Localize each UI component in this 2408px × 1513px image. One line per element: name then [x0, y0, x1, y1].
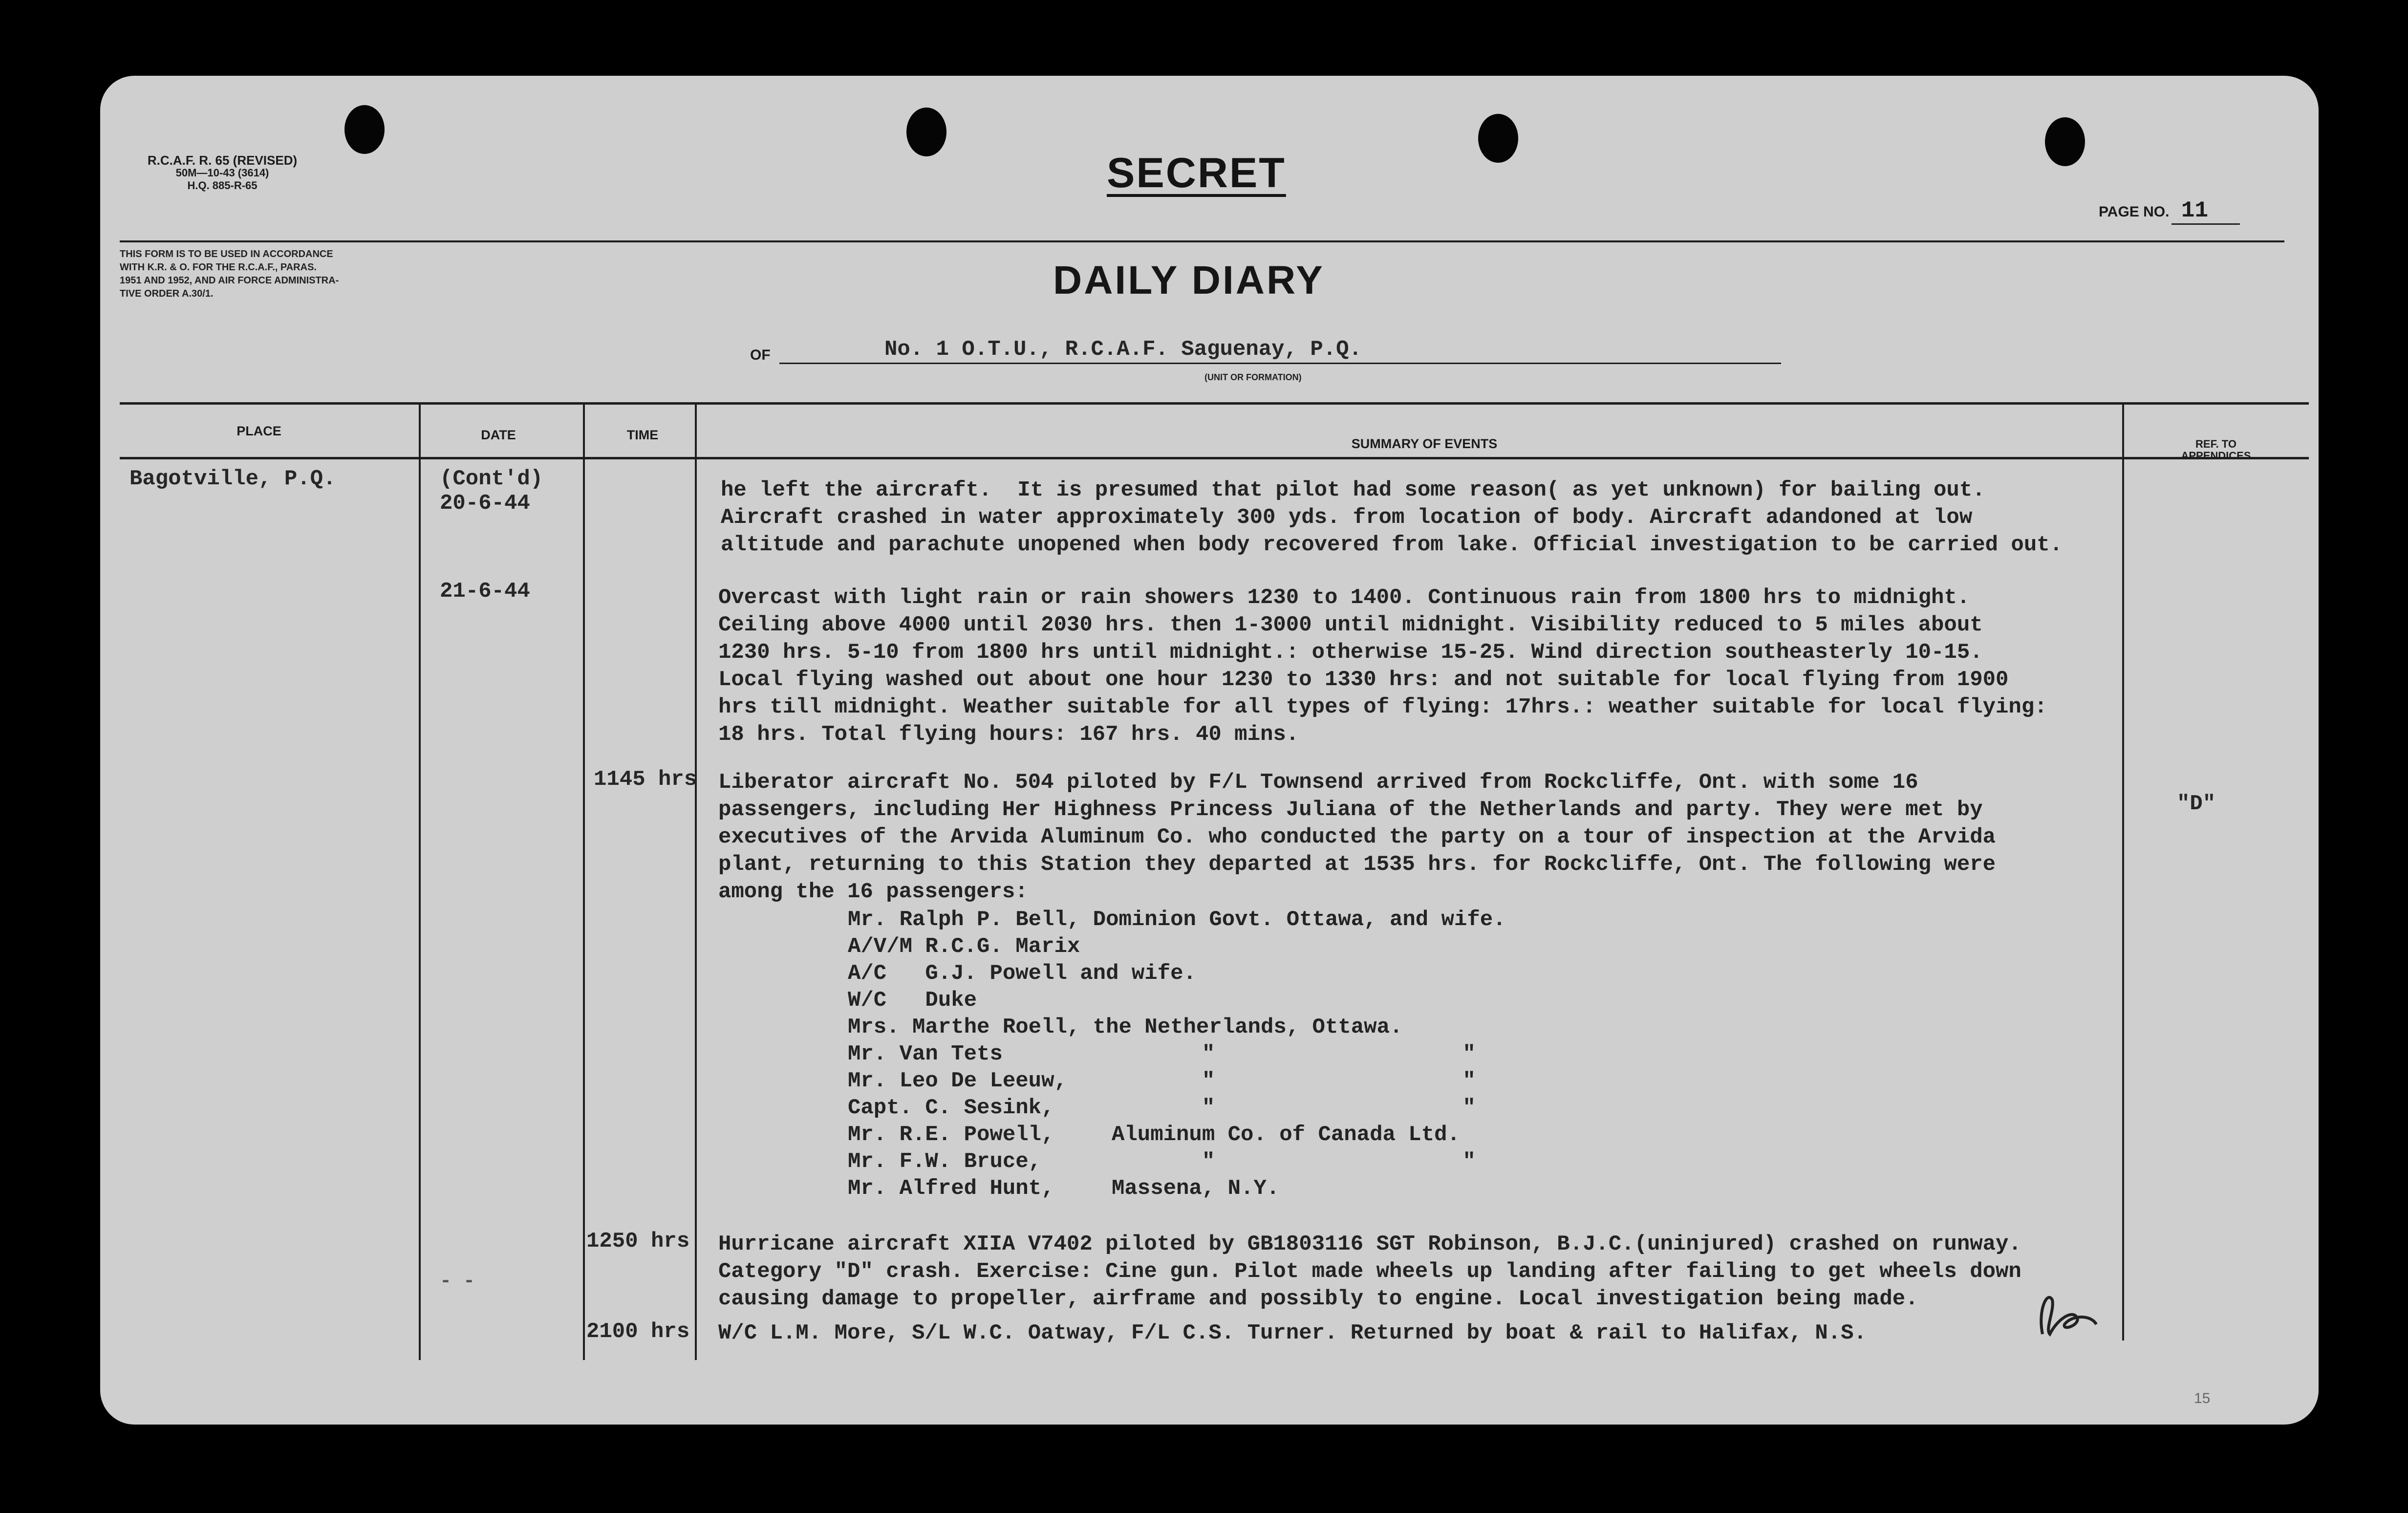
passenger-name: Mr. Van Tets: [848, 1042, 1003, 1066]
passenger-name: Capt. C. Sesink,: [848, 1096, 1054, 1120]
passenger-location: ": [1385, 1042, 1476, 1066]
place-value: Bagotville, P.Q.: [129, 467, 336, 491]
column-header-time: TIME: [626, 428, 659, 442]
passenger-item: [848, 933, 1506, 960]
classification-heading: SECRET: [1107, 150, 1286, 196]
date-value: 21-6-44: [440, 579, 530, 604]
passenger-list: [848, 907, 1506, 1202]
form-id-line: 50M—10-43 (3614): [175, 167, 269, 179]
diary-title: DAILY DIARY: [1053, 258, 1325, 303]
passenger-location: ": [1385, 1096, 1476, 1120]
passenger-name: Mr. Alfred Hunt,: [848, 1176, 1054, 1201]
event-entry: W/C L.M. More, S/L W.C. Oatway, F/L C.S. Turner. Returned by boat & rail to Halifax, N.S.: [718, 1321, 1867, 1345]
passenger-location: ": [1385, 1069, 1476, 1093]
page-number-label: PAGE NO.: [2099, 204, 2170, 220]
passenger-name: W/C Duke: [848, 988, 977, 1013]
column-divider: [695, 402, 697, 1360]
passenger-location: ": [1385, 1149, 1476, 1174]
passenger-name: Mrs. Marthe Roell, the Netherlands, Ottawa.: [848, 1015, 1403, 1039]
passenger-item: [848, 1014, 1506, 1041]
event-entry: he left the aircraft. It is presumed that pilot had some reason( as yet unknown) for bailing out. Aircraft crashed in water approximately 300 yds. from location of body. Aircraft adandoned at low altitude and parachute unopened when body recovered from lake. Official investigation to be carried out.: [721, 478, 2063, 557]
passenger-affiliation: ": [1112, 1149, 1215, 1174]
instruction-line: 1951 AND 1952, AND AIR FORCE ADMINISTRA-: [120, 275, 339, 286]
passenger-name: A/C G.J. Powell and wife.: [848, 961, 1196, 986]
passenger-item: [848, 987, 1506, 1014]
passenger-affiliation: Massena, N.Y.: [1112, 1176, 1280, 1201]
passenger-item: [848, 1041, 1506, 1068]
passenger-name: Mr. F.W. Bruce,: [848, 1149, 1042, 1174]
column-header-place: PLACE: [236, 424, 281, 438]
form-id-line: R.C.A.F. R. 65 (REVISED): [147, 153, 298, 168]
table-header-rule: [120, 457, 2309, 459]
passenger-name: Mr. Leo De Leeuw,: [848, 1069, 1067, 1093]
event-entry: Hurricane aircraft XIIA V7402 piloted by GB1803116 SGT Robinson, B.J.C.(uninjured) crashed on runway. Category "D" crash. Exercise: Cine gun. Pilot made wheels up landing after failing to get wheels down causing damage to propeller, airframe and possibly to engine. Local investigation being made.: [718, 1232, 2021, 1311]
form-id-line: H.Q. 885-R-65: [187, 179, 258, 192]
punch-hole: [344, 105, 385, 154]
table-top-rule: [120, 402, 2309, 405]
corner-number: 15: [2194, 1390, 2211, 1406]
of-label: OF: [750, 347, 771, 363]
passenger-item: [848, 1148, 1506, 1175]
punch-hole: [1478, 114, 1518, 163]
column-divider: [2122, 402, 2124, 1340]
instruction-line: TIVE ORDER A.30/1.: [120, 288, 214, 299]
column-divider: [583, 402, 585, 1360]
column-header-date: DATE: [481, 428, 516, 442]
passenger-name: Mr. R.E. Powell,: [848, 1123, 1054, 1147]
margin-mark: - -: [440, 1271, 475, 1293]
form-instruction: [120, 248, 520, 301]
punch-hole: [906, 108, 946, 156]
appendices-header-line: APPENDICES: [2181, 450, 2251, 462]
passenger-item: Mr. Ralph P. Bell, Dominion Govt. Ottawa, and wife.: [848, 908, 1506, 932]
column-header-appendices: [2143, 438, 2289, 462]
instruction-line: WITH K.R. & O. FOR THE R.C.A.F., PARAS.: [120, 262, 317, 273]
appendices-header-line: REF. TO: [2195, 438, 2236, 450]
date-value: 20-6-44: [440, 491, 530, 516]
passenger-item: [848, 1175, 1506, 1202]
header-rule: [120, 240, 2284, 242]
page-number-field: [2099, 198, 2240, 225]
time-value: 2100 hrs: [586, 1319, 690, 1344]
instruction-line: THIS FORM IS TO BE USED IN ACCORDANCE: [120, 249, 333, 259]
page-number: 11: [2172, 198, 2240, 225]
passenger-name: A/V/M R.C.G. Marix: [848, 934, 1080, 959]
column-header-summary: SUMMARY OF EVENTS: [1351, 436, 1498, 451]
date-contd: (Cont'd): [440, 467, 543, 491]
passenger-item: [848, 960, 1506, 987]
unit-caption: (UNIT OR FORMATION): [1204, 372, 1302, 382]
event-entry: Overcast with light rain or rain showers 1230 to 1400. Continuous rain from 1800 hrs to midnight. Ceiling above 4000 until 2030 hrs. then 1-3000 until midnight. Visibility reduced to 5 miles about 1230 hrs. 5-10 from 1800 hrs until midnight.: otherwise 15-25. Wind direction southeasterly 10-15. Local flying washed out about one hour 1230 to 1330 hrs: and not suitable for local flying from 1900 hrs till midnight. Weather suitable for all types of flying: 17hrs.: weather suitable for local flying: 18 hrs. Total flying hours: 167 hrs. 40 mins.: [718, 585, 2047, 747]
appendix-ref: "D": [2177, 792, 2216, 816]
event-entry: Liberator aircraft No. 504 piloted by F/L Townsend arrived from Rockcliffe, Ont. with some 16 passengers, including Her Highness Princess Juliana of the Netherlands and party. They were met by executives of the Arvida Aluminum Co. who conducted the party on a tour of inspection at the Arvida plant, returning to this Station they departed at 1535 hrs. for Rockcliffe, Ont. The following were among the 16 passengers:: [718, 770, 1996, 904]
passenger-affiliation: ": [1112, 1069, 1215, 1093]
handwritten-initials-icon: [2028, 1280, 2106, 1344]
unit-name: No. 1 O.T.U., R.C.A.F. Saguenay, P.Q.: [884, 337, 1362, 362]
passenger-item: [848, 1068, 1506, 1095]
punch-hole: [2045, 117, 2085, 166]
unit-underline: [779, 363, 1781, 364]
passenger-item: [848, 1122, 1506, 1148]
diary-page: [100, 76, 2319, 1425]
passenger-affiliation: Aluminum Co. of Canada Ltd.: [1112, 1123, 1460, 1147]
passenger-item: [848, 1095, 1506, 1122]
time-value: 1145 hrs: [594, 767, 697, 792]
time-value: 1250 hrs: [586, 1229, 690, 1254]
form-id: [120, 154, 325, 192]
column-divider: [419, 402, 421, 1360]
passenger-affiliation: ": [1112, 1096, 1215, 1120]
passenger-affiliation: ": [1112, 1042, 1215, 1066]
